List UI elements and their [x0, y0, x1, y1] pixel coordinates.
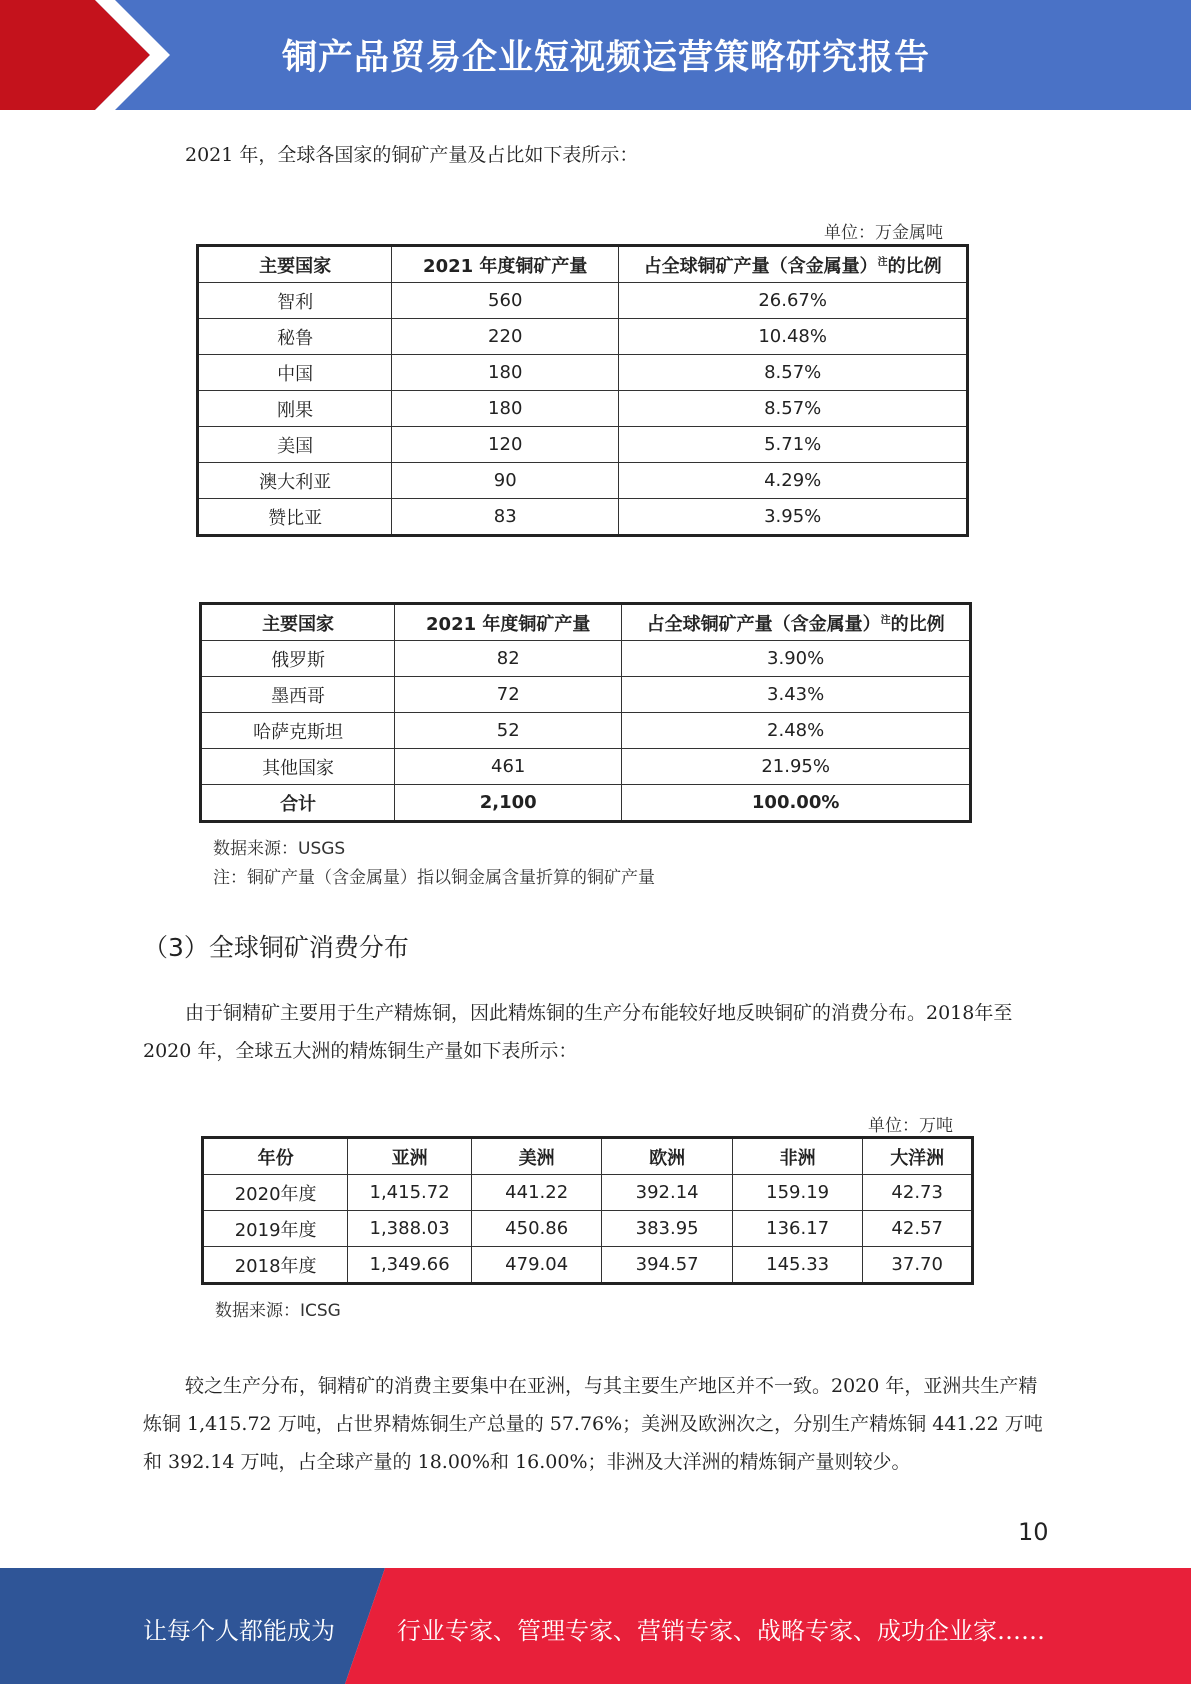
header-america: 美洲 — [471, 1138, 601, 1175]
table-row — [201, 749, 971, 785]
table2-note: 注：铜矿产量（含金属量）指以铜金属含量折算的铜矿产量 — [213, 868, 655, 888]
header-title: 铜产品贸易企业短视频运营策略研究报告 — [282, 38, 931, 78]
total-share: 100.00% — [622, 785, 971, 822]
production-cell: 220 — [392, 319, 619, 355]
table2-source: 数据来源：USGS — [213, 839, 346, 859]
table-total-row — [201, 785, 971, 822]
page-footer — [0, 1568, 1191, 1684]
header-oceania: 大洋洲 — [863, 1138, 973, 1175]
america-cell: 450.86 — [471, 1211, 601, 1247]
table-row — [198, 355, 968, 391]
table-row — [203, 1211, 973, 1247]
production-cell: 560 — [392, 283, 619, 319]
header-share-note: 注 — [877, 256, 888, 268]
share-cell: 8.57% — [619, 391, 968, 427]
share-cell: 26.67% — [619, 283, 968, 319]
asia-cell: 1,349.66 — [348, 1247, 472, 1284]
total-label: 合计 — [201, 785, 395, 822]
europe-cell: 392.14 — [602, 1175, 732, 1211]
header-share — [622, 604, 971, 641]
asia-cell: 1,415.72 — [348, 1175, 472, 1211]
production-cell: 461 — [395, 749, 622, 785]
share-cell: 8.57% — [619, 355, 968, 391]
table-row — [201, 677, 971, 713]
america-cell: 479.04 — [471, 1247, 601, 1284]
section3-text: 由于铜精矿主要用于生产精炼铜，因此精炼铜的生产分布能较好地反映铜矿的消费分布。2018年至 2020 年，全球五大洲的精炼铜生产量如下表所示： — [143, 1002, 1013, 1062]
header-share-note: 注 — [880, 614, 891, 626]
production-cell: 72 — [395, 677, 622, 713]
table1-unit: 单位：万金属吨 — [824, 223, 943, 243]
production-cell: 180 — [392, 355, 619, 391]
table-row — [198, 391, 968, 427]
country-cell: 刚果 — [198, 391, 392, 427]
america-cell: 441.22 — [471, 1175, 601, 1211]
analysis-text: 较之生产分布，铜精矿的消费主要集中在亚洲，与其主要生产地区并不一致。2020 年，亚洲共生产精炼铜 1,415.72 万吨，占世界精炼铜生产总量的 57.76%；美洲及欧洲次之，分别生产精炼铜 441.22 万吨和 392.14 万吨，占全球产量的 18.00%和 16.00%；非洲及大洋洲的精炼铜产量则较少。 — [143, 1375, 1043, 1473]
header-asia: 亚洲 — [348, 1138, 472, 1175]
header-country: 主要国家 — [201, 604, 395, 641]
production-cell: 52 — [395, 713, 622, 749]
table-row — [198, 499, 968, 536]
share-cell: 3.43% — [622, 677, 971, 713]
share-cell: 10.48% — [619, 319, 968, 355]
table-row — [203, 1175, 973, 1211]
table-row — [201, 641, 971, 677]
country-cell: 中国 — [198, 355, 392, 391]
country-cell: 哈萨克斯坦 — [201, 713, 395, 749]
refined-copper-table — [201, 1136, 974, 1285]
europe-cell: 394.57 — [602, 1247, 732, 1284]
header-share — [619, 246, 968, 283]
header-production: 2021 年度铜矿产量 — [395, 604, 622, 641]
total-production: 2,100 — [395, 785, 622, 822]
production-cell: 83 — [392, 499, 619, 536]
table-row — [198, 319, 968, 355]
table-row — [203, 1247, 973, 1284]
country-cell: 俄罗斯 — [201, 641, 395, 677]
share-cell: 2.48% — [622, 713, 971, 749]
header-production: 2021 年度铜矿产量 — [392, 246, 619, 283]
share-cell: 5.71% — [619, 427, 968, 463]
year-cell: 2020年度 — [203, 1175, 348, 1211]
country-production-table-2 — [199, 602, 972, 823]
country-cell: 澳大利亚 — [198, 463, 392, 499]
production-cell: 82 — [395, 641, 622, 677]
africa-cell: 159.19 — [732, 1175, 862, 1211]
europe-cell: 383.95 — [602, 1211, 732, 1247]
africa-cell: 136.17 — [732, 1211, 862, 1247]
country-cell: 其他国家 — [201, 749, 395, 785]
oceania-cell: 37.70 — [863, 1247, 973, 1284]
analysis-paragraph — [143, 1367, 1048, 1481]
table-row — [198, 427, 968, 463]
footer-slogan-left: 让每个人都能成为 — [143, 1617, 335, 1645]
production-cell: 90 — [392, 463, 619, 499]
intro-paragraph — [143, 136, 1048, 174]
header-share-text: 占全球铜矿产量（含金属量） — [643, 255, 878, 277]
share-cell: 3.95% — [619, 499, 968, 536]
table-row — [201, 713, 971, 749]
section-title: （3）全球铜矿消费分布 — [143, 933, 409, 962]
header-africa: 非洲 — [732, 1138, 862, 1175]
table-row — [198, 283, 968, 319]
country-cell: 智利 — [198, 283, 392, 319]
share-cell: 4.29% — [619, 463, 968, 499]
table3-unit: 单位：万吨 — [868, 1116, 953, 1136]
table-row — [198, 463, 968, 499]
africa-cell: 145.33 — [732, 1247, 862, 1284]
footer-slogan-right: 行业专家、管理专家、营销专家、战略专家、成功企业家…… — [397, 1617, 1045, 1645]
header-country: 主要国家 — [198, 246, 392, 283]
year-cell: 2019年度 — [203, 1211, 348, 1247]
country-cell: 秘鲁 — [198, 319, 392, 355]
table-header-row — [203, 1138, 973, 1175]
country-cell: 墨西哥 — [201, 677, 395, 713]
header-share-suffix: 的比例 — [890, 613, 945, 635]
table-header-row — [198, 246, 968, 283]
asia-cell: 1,388.03 — [348, 1211, 472, 1247]
header-europe: 欧洲 — [602, 1138, 732, 1175]
table3-source: 数据来源：ICSG — [215, 1301, 341, 1321]
country-production-table-1 — [196, 244, 969, 537]
header-share-suffix: 的比例 — [887, 255, 942, 277]
year-cell: 2018年度 — [203, 1247, 348, 1284]
country-cell: 美国 — [198, 427, 392, 463]
header-share-text: 占全球铜矿产量（含金属量） — [646, 613, 881, 635]
production-cell: 120 — [392, 427, 619, 463]
share-cell: 3.90% — [622, 641, 971, 677]
header-year: 年份 — [203, 1138, 348, 1175]
section3-paragraph — [143, 994, 1048, 1070]
oceania-cell: 42.57 — [863, 1211, 973, 1247]
page-header — [0, 0, 1191, 110]
share-cell: 21.95% — [622, 749, 971, 785]
oceania-cell: 42.73 — [863, 1175, 973, 1211]
country-cell: 赞比亚 — [198, 499, 392, 536]
production-cell: 180 — [392, 391, 619, 427]
table-header-row — [201, 604, 971, 641]
page-number: 10 — [1018, 1518, 1049, 1546]
intro-text: 2021 年，全球各国家的铜矿产量及占比如下表所示： — [185, 144, 639, 166]
